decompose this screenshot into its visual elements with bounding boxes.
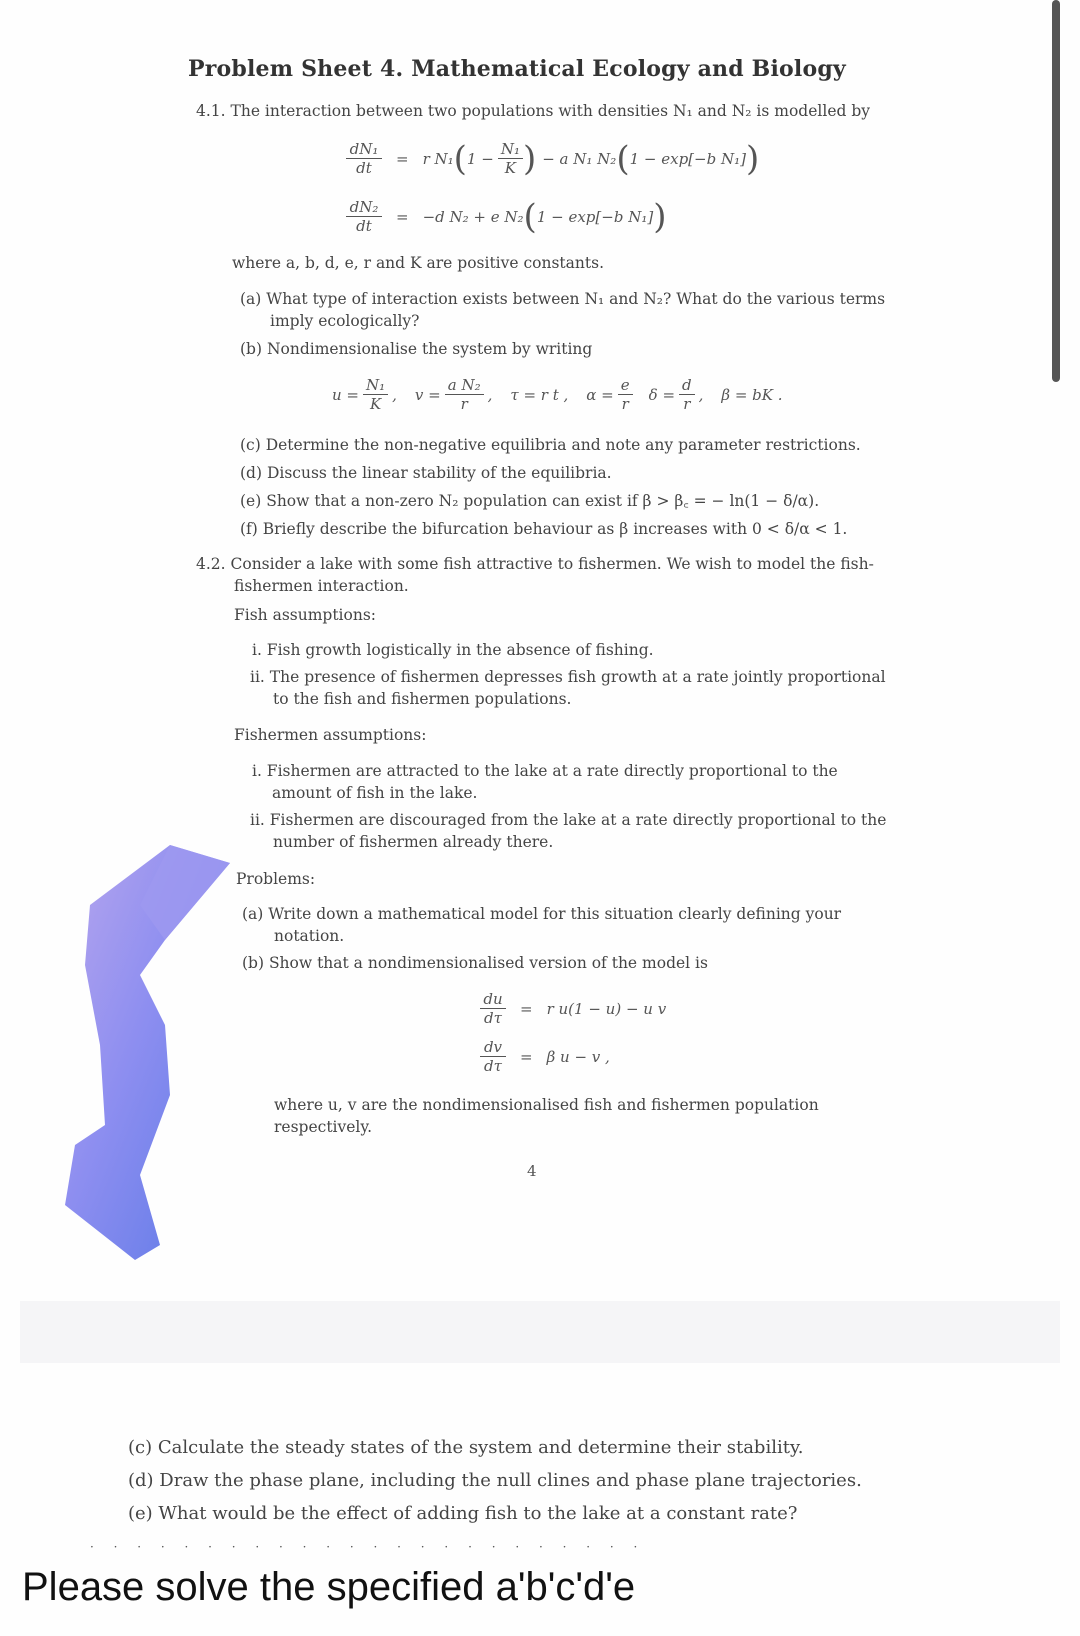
fishermen-assumption-ii: ii. Fishermen are discouraged from the lake at a rate directly proportional to the number of fishermen already there. [250, 811, 887, 851]
fishermen-assumptions-heading: Fishermen assumptions: [234, 726, 427, 744]
scaling-variables: u = $\frac{\text{N₁}}{K}$ , v = $\frac{\text{a N₂}}{r}$ , τ = r t , α = $\frac{e}{r}$ δ = $\frac{d}{r}$ , β = bK . [332, 376, 783, 413]
problems-heading: Problems: [236, 870, 316, 888]
decorative-ribbon-shape [60, 845, 240, 1260]
problem-4-1-b: (b) Nondimensionalise the system by writing [240, 340, 593, 358]
image-seam-band [20, 1301, 1060, 1363]
fish-assumptions-heading: Fish assumptions: [234, 606, 377, 624]
problem-4-1-f: (f) Briefly describe the bifurcation behaviour as β increases with 0 < δ/α < 1. [240, 520, 848, 538]
equation-dN1: $\frac{\text{dN₁}}{dt}$ = r N₁ ( 1 − $\frac{\text{N₁}}{K}$ ) − a N₁ N₂ ( 1 − exp[−b N₁] ) [346, 140, 759, 177]
problem-4-2-b: (b) Show that a nondimensionalised version of the model is [242, 954, 708, 972]
user-prompt: Please solve the specified a'b'c'd'e [22, 1565, 636, 1609]
problem-4-1-a: (a) What type of interaction exists between N₁ and N₂? What do the various terms imply ecologically? [240, 290, 886, 330]
equation-dv: $\frac{dv}{d\tau}$ = β u − v , [480, 1038, 610, 1075]
cropped-text-line: · · · · · · · · · · · · · · · · · · · · · · · · [90, 1540, 646, 1554]
scrollbar[interactable] [1052, 0, 1060, 382]
nondim-note: where u, v are the nondimensionalised fish and fishermen population respectively. [274, 1096, 819, 1136]
problem-4-2-a: (a) Write down a mathematical model for this situation clearly defining your notation. [242, 905, 842, 945]
fishermen-assumption-i: i. Fishermen are attracted to the lake at a rate directly proportional to the amount of fish in the lake. [252, 762, 838, 802]
problem-4-2-intro: 4.2. Consider a lake with some fish attractive to fishermen. We wish to model the fish-fishermen interaction. [196, 555, 874, 595]
fish-assumption-ii: ii. The presence of fishermen depresses fish growth at a rate jointly proportional to the fish and fishermen populations. [250, 668, 886, 708]
problem-4-2-e: (e) What would be the effect of adding fish to the lake at a constant rate? [128, 1503, 798, 1524]
equation-du: $\frac{du}{d\tau}$ = r u(1 − u) − u v [480, 990, 666, 1027]
problem-4-1-c: (c) Determine the non-negative equilibria and note any parameter restrictions. [240, 436, 861, 454]
fish-assumption-i: i. Fish growth logistically in the absence of fishing. [252, 641, 654, 659]
constants-note: where a, b, d, e, r and K are positive constants. [232, 254, 604, 272]
problem-4-2-d: (d) Draw the phase plane, including the null clines and phase plane trajectories. [128, 1470, 862, 1491]
problem-4-1-d: (d) Discuss the linear stability of the equilibria. [240, 464, 612, 482]
problem-4-1-e: (e) Show that a non-zero N₂ population can exist if β > β꜀ = − ln(1 − δ/α). [240, 492, 820, 510]
page-number: 4 [527, 1162, 537, 1180]
problem-4-1-intro: 4.1. The interaction between two populations with densities N₁ and N₂ is modelled by [196, 102, 871, 120]
sheet-title: Problem Sheet 4. Mathematical Ecology and Biology [188, 56, 846, 82]
equation-dN2: $\frac{\text{dN₂}}{dt}$ = −d N₂ + e N₂ ( 1 − exp[−b N₁] ) [346, 198, 666, 235]
problem-4-2-c: (c) Calculate the steady states of the system and determine their stability. [128, 1437, 804, 1458]
